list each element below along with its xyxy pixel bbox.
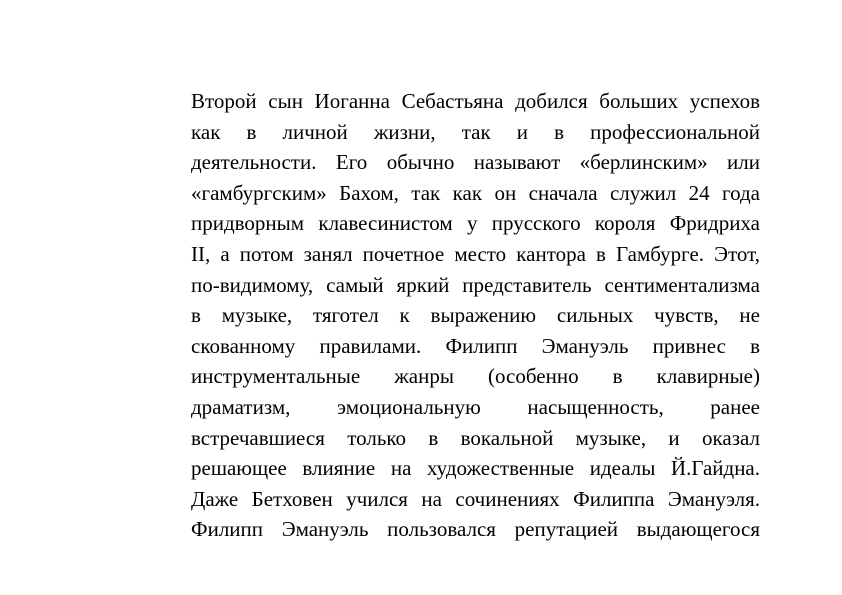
paragraph-line-6: II, а потом занял почетное место кантора в Гамбурге. Этот, (191, 241, 760, 266)
paragraph-line-1: Второй сын Иоганна Себастьяна добился больших успехов (191, 89, 760, 113)
paragraph-line-13: решающее влияние на художественные идеалы Й.Гайдна. (191, 456, 760, 481)
paragraph-line-10: инструментальные жанры (особенно в клавирные) (191, 364, 760, 389)
paragraph-line-3: деятельности. Его обычно называют «берлинским» или (191, 150, 760, 175)
paragraph-line-7: по-видимому, самый яркий представитель сентиментализма (191, 272, 760, 297)
paragraph-line-8: в музыке, тяготел к выражению сильных чувств, не (191, 303, 760, 328)
paragraph-line-4: «гамбургским» Бахом, так как он сначала служил 24 года (191, 180, 760, 205)
body-paragraph (191, 86, 760, 545)
paragraph-line-11: драматизм, эмоциональную насыщенность, ранее (191, 394, 760, 419)
paragraph-line-9: скованному правилами. Филипп Эмануэль привнес в (191, 333, 760, 358)
paragraph-line-15: Филипп Эмануэль пользовался репутацией выдающегося (191, 517, 760, 542)
paragraph-line-14: Даже Бетховен учился на сочинениях Филиппа Эмануэля. (191, 486, 760, 511)
paragraph-line-2: как в личной жизни, так и в профессиональной (191, 119, 760, 144)
paragraph-line-5: придворным клавесинистом у прусского короля Фридриха (191, 211, 760, 236)
paragraph-line-12: встречавшиеся только в вокальной музыке, и оказал (191, 425, 760, 450)
